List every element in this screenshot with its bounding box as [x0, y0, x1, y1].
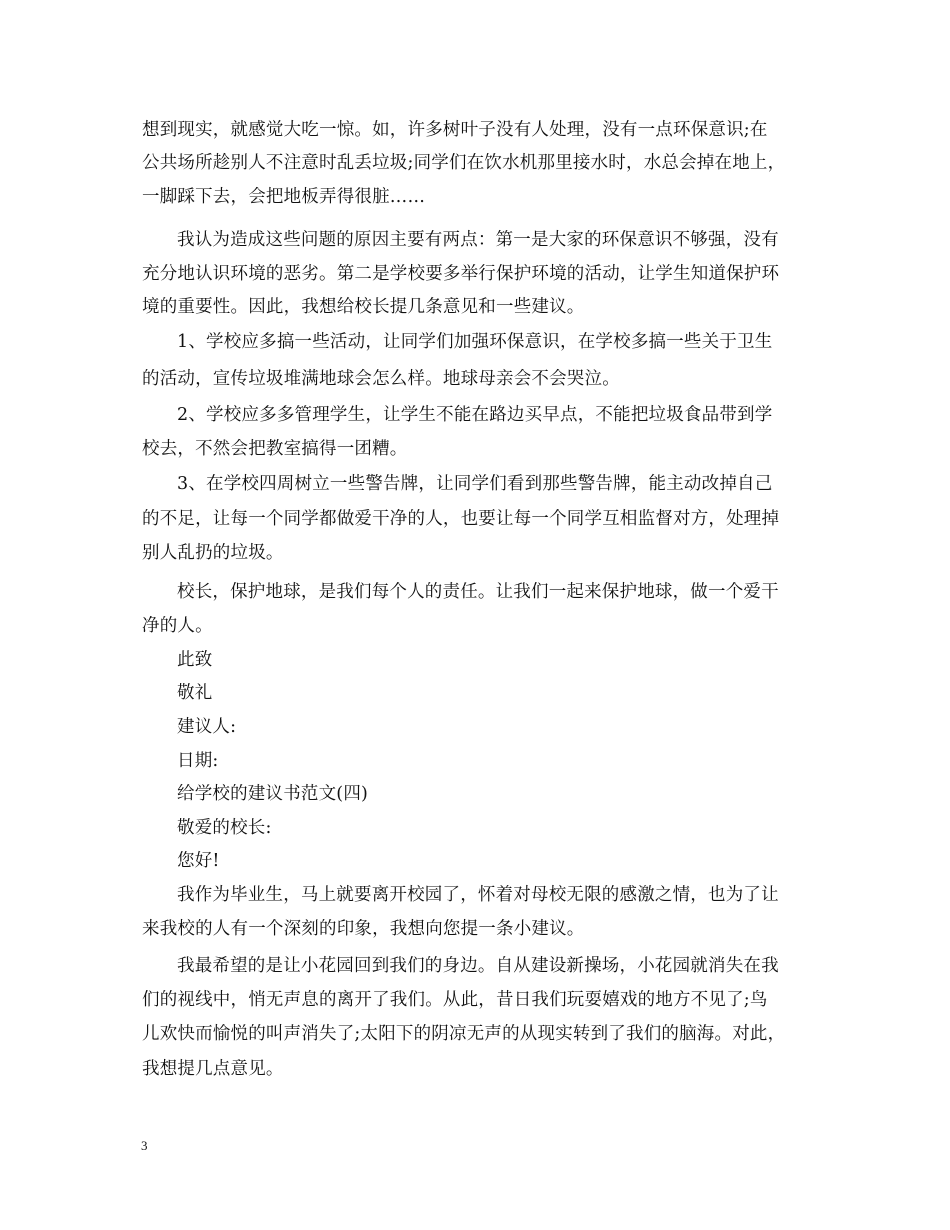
body-text-line: 我认为造成这些问题的原因主要有两点：第一是大家的环保意识不够强，没有	[177, 230, 779, 250]
body-text-line: 我想提几点意见。	[142, 1059, 284, 1079]
letter-hello: 您好!	[177, 851, 220, 871]
section-title: 给学校的建议书范文(四)	[177, 784, 369, 804]
signature-label: 建议人:	[177, 717, 237, 737]
body-text-line: 境的重要性。因此，我想给校长提几条意见和一些建议。	[142, 297, 585, 317]
body-text-line: 净的人。	[142, 616, 213, 636]
body-text-line: 充分地认识环境的恶劣。第二是学校要多举行保护环境的活动，让学生知道保护环	[142, 264, 780, 284]
body-text-line: 2、学校应多多管理学生，让学生不能在路边买早点，不能把垃圾食品带到学	[177, 405, 773, 425]
body-text-line: 我作为毕业生，马上就要离开校园了，怀着对母校无限的感激之情，也为了让	[177, 885, 779, 905]
body-text-line: 们的视线中，悄无声息的离开了我们。从此，昔日我们玩耍嬉戏的地方不见了;鸟	[142, 990, 768, 1010]
letter-greeting: 敬爱的校长:	[177, 818, 272, 838]
closing-respect: 敬礼	[177, 683, 213, 703]
body-text-line: 3、在学校四周树立一些警告牌，让同学们看到那些警告牌，能主动改掉自己	[177, 474, 773, 494]
body-text-line: 校长，保护地球，是我们每个人的责任。让我们一起来保护地球，做一个爱干	[177, 582, 779, 602]
body-text-line: 来我校的人有一个深刻的印象，我想向您提一条小建议。	[142, 919, 585, 939]
body-text-line: 校去，不然会把教室搞得一团糟。	[142, 439, 408, 459]
body-text-line: 公共场所趁别人不注意时乱丢垃圾;同学们在饮水机那里接水时，水总会掉在地上，	[142, 153, 786, 173]
body-text-line: 我最希望的是让小花园回到我们的身边。自从建设新操场，小花园就消失在我	[177, 956, 779, 976]
body-text-line: 一脚踩下去，会把地板弄得很脏……	[142, 187, 426, 207]
page-number: 3	[141, 1138, 148, 1153]
body-text-line: 想到现实，就感觉大吃一惊。如，许多树叶子没有人处理，没有一点环保意识;在	[142, 120, 768, 140]
body-text-line: 儿欢快而愉悦的叫声消失了;太阳下的阴凉无声的从现实转到了我们的脑海。对此，	[142, 1024, 786, 1044]
body-text-line: 的不足，让每一个同学都做爱干净的人，也要让每一个同学互相监督对方，处理掉	[142, 509, 780, 529]
closing-salutation: 此致	[177, 650, 213, 670]
body-text-line: 别人乱扔的垃圾。	[142, 543, 284, 563]
body-text-line: 的活动，宣传垃圾堆满地球会怎么样。地球母亲会不会哭泣。	[142, 369, 620, 389]
date-label: 日期:	[177, 751, 219, 771]
body-text-line: 1、学校应多搞一些活动，让同学们加强环保意识，在学校多搞一些关于卫生	[177, 332, 773, 352]
